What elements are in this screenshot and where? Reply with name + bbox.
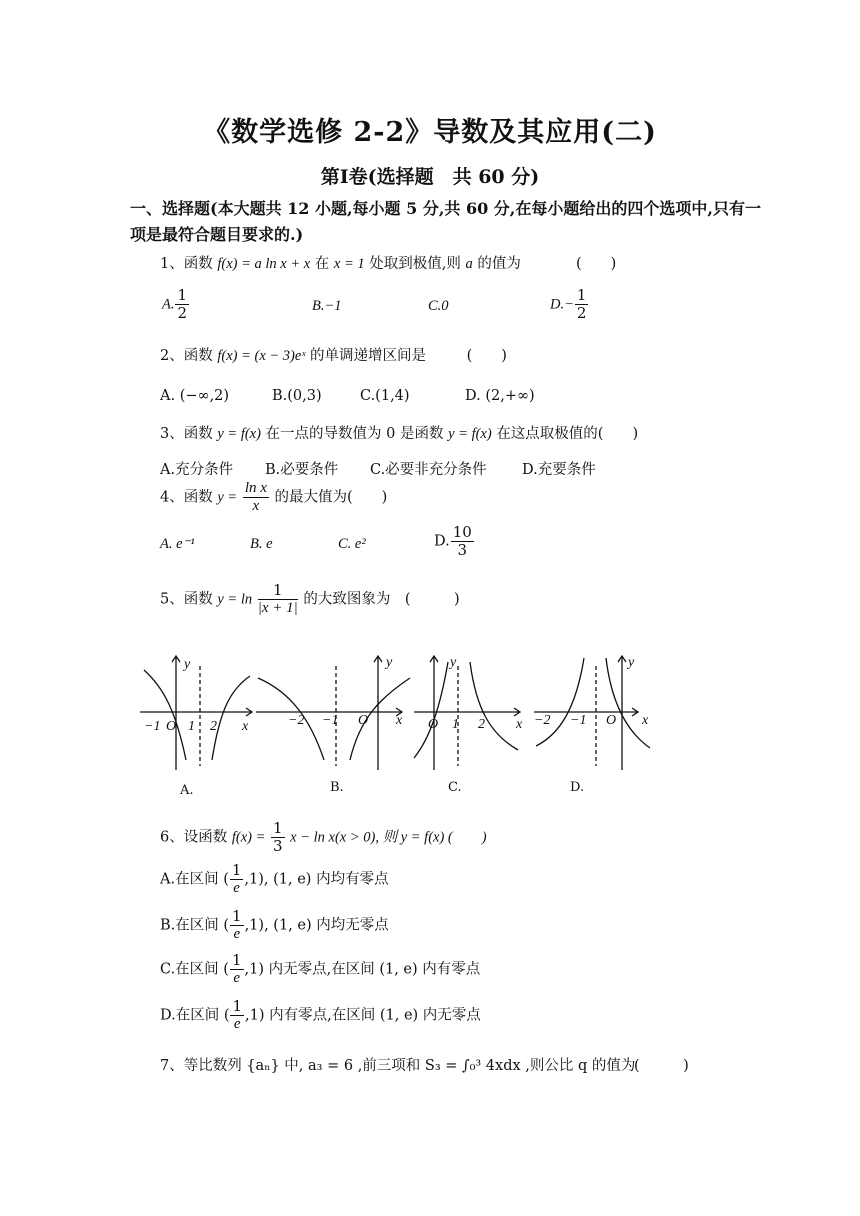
q1-option-d: D.− $\frac{1}{2}$ [550,286,587,322]
q6-option-d: D.在区间 ( $\frac{1}{e}$ ,1) 内有零点,在区间 (1, e) 内无零点 [160,997,481,1032]
svg-text:y: y [450,655,457,670]
question-2: 2、函数 f(x) = (x − 3)eˣ 的单调递增区间是 ( ) [160,348,507,364]
q1-option-c: C.0 [428,298,449,314]
q1-option-a: A. $\frac{1}{2}$ [162,286,188,322]
q3-option-c: C.必要非充分条件 [370,462,487,478]
question-6: 6、设函数 f(x) = $\frac{1}{3}$ x − ln x(x > 0), 则 y = f(x) ( ) [160,819,487,855]
q2-option-d: D. (2,+∞) [465,388,535,404]
svg-text:x: x [396,713,403,728]
graph-label-c: C. [448,780,462,795]
svg-text:O: O [428,717,439,732]
q3-option-d: D.充要条件 [522,462,596,478]
svg-text:−2: −2 [534,713,551,728]
svg-text:y: y [184,657,191,672]
svg-text:x: x [642,713,649,728]
q2-option-b: B.(0,3) [272,388,322,404]
q3-option-a: A.充分条件 [160,462,234,478]
q6-option-a: A.在区间 ( $\frac{1}{e}$ ,1), (1, e) 内均有零点 [160,861,389,896]
svg-text:−1: −1 [570,713,587,728]
q4-option-a: A. e⁻¹ [160,536,195,552]
question-7: 7、等比数列 {aₙ} 中, a₃ = 6 ,前三项和 S₃ = ∫₀³ 4xdx ,则公比 q 的值为 [160,1058,636,1074]
svg-text:2: 2 [210,719,217,734]
graph-a [140,656,252,770]
graph-label-a: A. [180,783,194,798]
q1-option-b: B.−1 [312,298,342,314]
graph-label-d: D. [570,780,585,795]
question-1: 1、函数 f(x) = a ln x + x 在 x = 1 处取到极值,则 a 的值为 [160,256,521,272]
question-7-paren: ( ) [634,1058,689,1074]
q4-option-d: D. $\frac{10}{3}$ [434,523,472,559]
svg-text:−1: −1 [144,719,161,734]
svg-text:y: y [628,655,635,670]
q4-option-b: B. e [250,536,273,552]
graph-d [534,656,650,770]
graph-label-b: B. [330,780,344,795]
question-1-paren: ( ) [576,256,617,272]
svg-text:2: 2 [478,717,485,732]
svg-text:x: x [516,717,523,732]
svg-text:−1: −1 [322,713,339,728]
q2-option-a: A. (−∞,2) [160,388,230,404]
q2-option-c: C.(1,4) [360,388,410,404]
q5-graphs [130,648,670,776]
svg-text:y: y [386,655,393,670]
svg-text:1: 1 [452,717,459,732]
q6-option-b: B.在区间 ( $\frac{1}{e}$ ,1), (1, e) 内均无零点 [160,907,389,942]
question-3: 3、函数 y = f(x) 在一点的导数值为 0 是函数 y = f(x) 在这点取极值的( ) [160,426,639,442]
svg-text:O: O [606,713,617,728]
svg-text:x: x [242,719,249,734]
svg-text:1: 1 [188,719,195,734]
section-instructions: 一、选择题(本大题共 12 小题,每小题 5 分,共 60 分,在每小题给出的四个选项中,只有一项是最符合题目要求的.) [130,199,761,244]
svg-text:O: O [358,713,369,728]
graph-c [414,656,520,770]
section-subtitle: 第Ⅰ卷(选择题 共 60 分) [320,166,540,188]
svg-text:O: O [166,719,177,734]
question-4: 4、函数 y = $\frac{\text{ln x}}{x}$ 的最大值为( ) [160,480,388,514]
q3-option-b: B.必要条件 [265,462,339,478]
q6-option-c: C.在区间 ( $\frac{1}{e}$ ,1) 内无零点,在区间 (1, e) 内有零点 [160,951,481,986]
page-title: 《数学选修 2-2》导数及其应用(二) [203,117,657,148]
question-5: 5、函数 y = ln $\frac{1}{|x + 1|}$ 的大致图象为 ( ) [160,581,460,616]
svg-text:−2: −2 [288,713,305,728]
q4-option-c: C. e² [338,536,366,552]
